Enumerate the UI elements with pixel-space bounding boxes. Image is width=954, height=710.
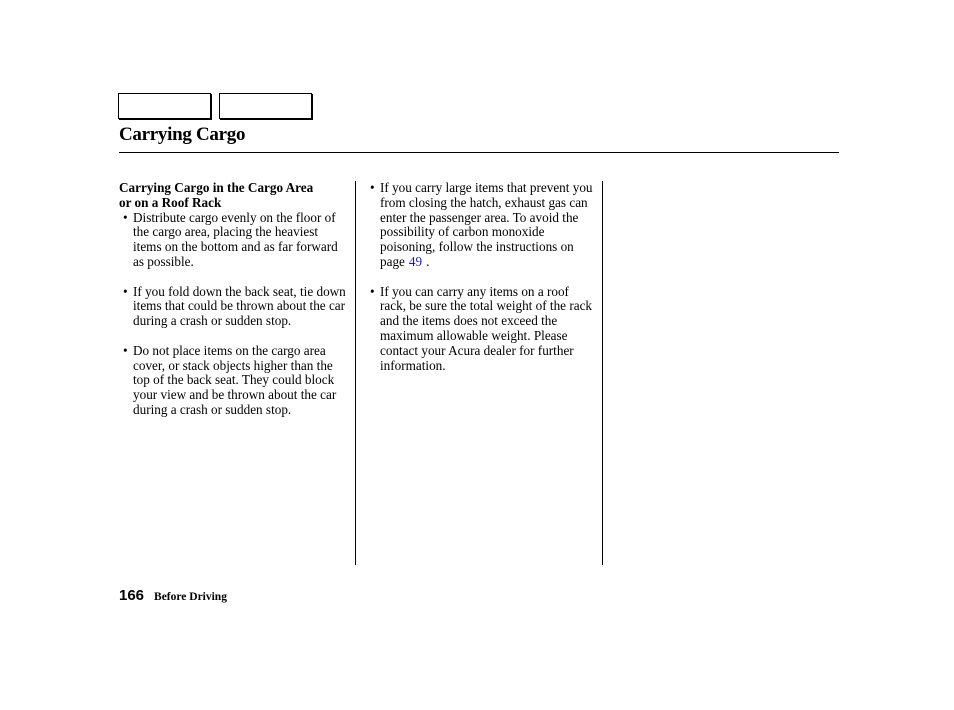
list-item <box>119 344 349 418</box>
list-item-text: If you carry large items that prevent you from closing the hatch, exhaust gas can enter the passenger area. To avoid the possibility of carbon monoxide poisoning, follow the instructions on page <box>380 180 593 269</box>
list-item <box>370 285 595 374</box>
list-item-end: . <box>426 253 430 269</box>
footer-section-name: Before Driving <box>154 591 227 603</box>
list-item-text: Do not place items on the cargo area cover, or stack objects higher than the top of the back seat. They could block your view and be thrown about the car during a crash or sudden stop. <box>133 342 337 417</box>
list-item <box>119 211 349 270</box>
bullet-icon: • <box>123 209 128 225</box>
section-heading-line2: or on a Roof Rack <box>119 194 222 210</box>
bullet-icon: • <box>123 342 128 358</box>
list-item <box>119 285 349 329</box>
right-column <box>370 181 595 373</box>
section-heading <box>119 181 349 211</box>
bullet-icon: • <box>123 283 128 299</box>
page-number: 166 <box>119 587 145 604</box>
bullet-icon: • <box>370 180 375 195</box>
list-item-text: If you fold down the back seat, tie down items that could be thrown about the car during a crash or sudden stop. <box>133 283 346 329</box>
page-title: Carrying Cargo <box>119 124 246 145</box>
list-item-text: Distribute cargo evenly on the floor of the cargo area, placing the heaviest items on the bottom and as far forward as possible. <box>133 209 338 269</box>
section-heading-line1: Carrying Cargo in the Cargo Area <box>119 180 314 195</box>
title-divider <box>119 152 839 153</box>
list-item <box>370 181 595 270</box>
page-footer <box>119 587 227 605</box>
left-column <box>119 181 349 418</box>
nav-button-1[interactable] <box>118 93 211 119</box>
page-reference-link[interactable]: 49 <box>408 253 423 269</box>
column-divider <box>602 181 603 565</box>
nav-button-2[interactable] <box>219 93 312 119</box>
list-item-text: If you can carry any items on a roof rack, be sure the total weight of the rack and the items does not exceed the maximum allowable weight. Please contact your Acura dealer for further information. <box>380 283 593 373</box>
bullet-icon: • <box>370 283 375 299</box>
column-divider <box>355 181 356 565</box>
